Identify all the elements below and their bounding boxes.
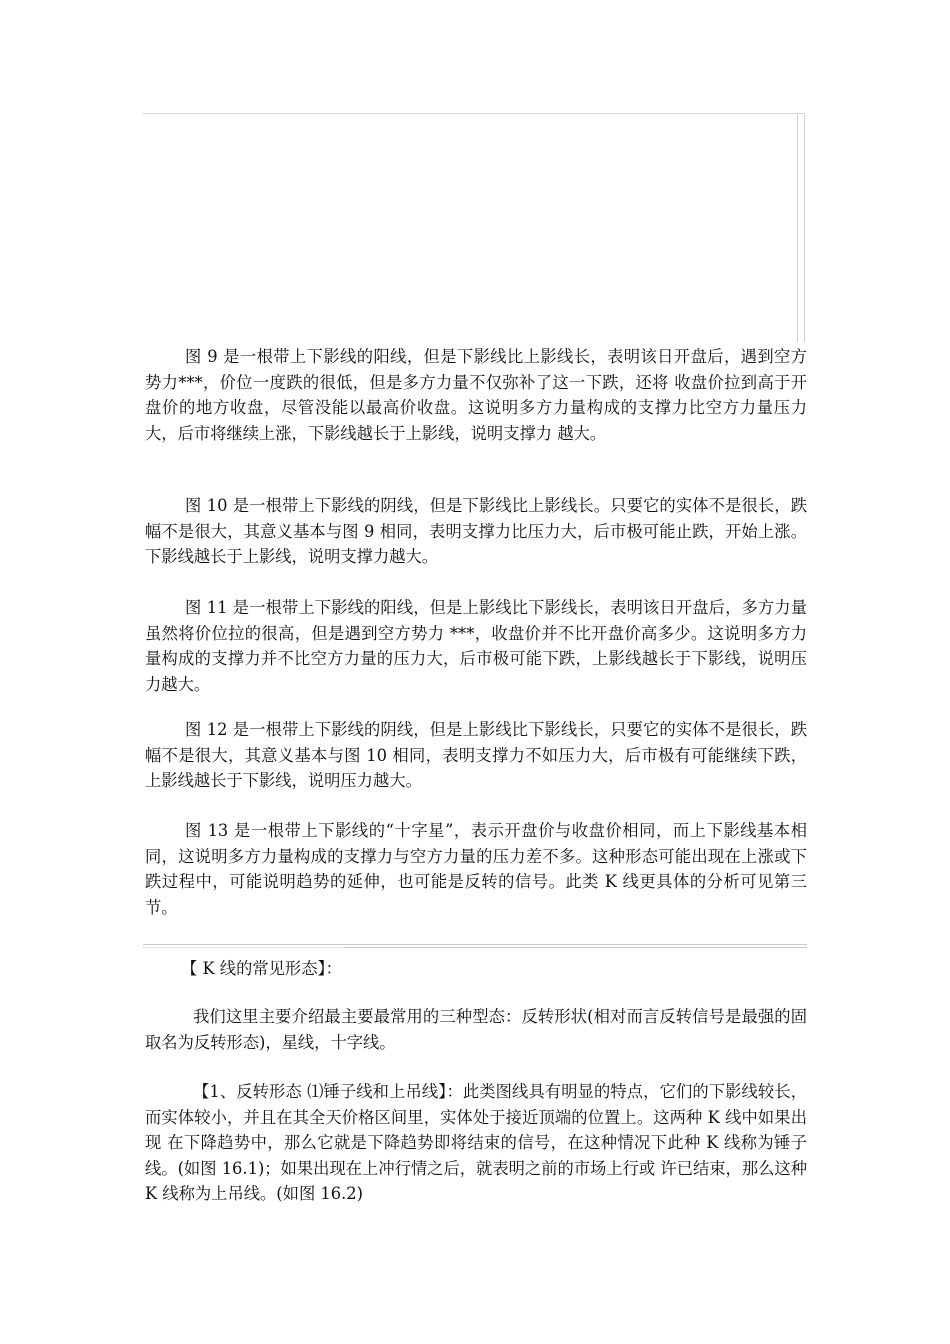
paragraph-fig12: 图 12 是一根带上下影线的阴线，但是上影线比下影线长，只要它的实体不是很长，跌幅不是很大，其意义基本与图 10 相同，表明支撑力不如压力大，后市极有可能继续下跌，上影线越长于下影线，说明压力越大。 <box>145 720 807 790</box>
divider-line <box>143 944 807 945</box>
paragraph-fig10: 图 10 是一根带上下影线的阴线，但是下影线比上影线长。只要它的实体不是很长，跌幅不是很大，其意义基本与图 9 相同，表明支撑力比压力大，后市极可能止跌，开始上涨。下影线越长于上影线，说明支撑力越大。 <box>145 496 807 566</box>
paragraph-fig13: 图 13 是一根带上下影线的“十字星”，表示开盘价与收盘价相同，而上下影线基本相同，这说明多方力量构成的支撑力与空方力量的压力差不多。这种形态可能出现在上涨或下跌过程中，可能说明趋势的延伸，也可能是反转的信号。此类 K 线更具体的分析可见第三节。 <box>145 821 807 917</box>
paragraph-fig11: 图 11 是一根带上下影线的阳线，但是上影线比下影线长，表明该日开盘后，多方力量虽然将价位拉的很高，但是遇到空方势力 ***，收盘价并不比开盘价高多少。这说明多方力量构成的支撑力并不比空方力量的压力大，后市极可能下跌，上影线越长于下影线，说明压力越大。 <box>145 598 807 694</box>
figure-frame-edge <box>797 114 805 342</box>
paragraph-reversal: 【1、反转形态 ⑴锤子线和上吊线】：此类图线具有明显的特点，它们的下影线较长，而实体较小，并且在其全天价格区间里，实体处于接近顶端的位置上。这两种 K 线中如果出现 在下降趋势中，那么它就是下降趋势即将结束的信号，在这种情况下此种 K 线称为锤子线。(如图 16.1)；如果出现在上冲行情之后，就表明之前的市场上行或 许已结束，那么这种 K 线称为上吊线。(如图 16.2) <box>145 1082 807 1203</box>
section-divider <box>143 942 807 950</box>
paragraph-fig9: 图 9 是一根带上下影线的阳线，但是下影线比上影线长，表明该日开盘后，遇到空方势力***，价位一度跌的很低，但是多方力量不仅弥补了这一下跌，还将 收盘价拉到高于开盘价的地方收盘，尽管没能以最高价收盘。这说明多方力量构成的支撑力比空方力量压力大，后市将继续上涨，下影线越长于上影线，说明支撑力 越大。 <box>145 347 807 443</box>
divider-line <box>343 947 807 948</box>
section-heading: 【 K 线的常见形态】： <box>181 959 342 978</box>
figure-placeholder <box>143 113 805 341</box>
paragraph-intro: 我们这里主要介绍最主要最常用的三种型态：反转形状(相对而言反转信号是最强的固取名为反转形态)，星线，十字线。 <box>145 1007 807 1052</box>
divider-line <box>143 947 343 948</box>
